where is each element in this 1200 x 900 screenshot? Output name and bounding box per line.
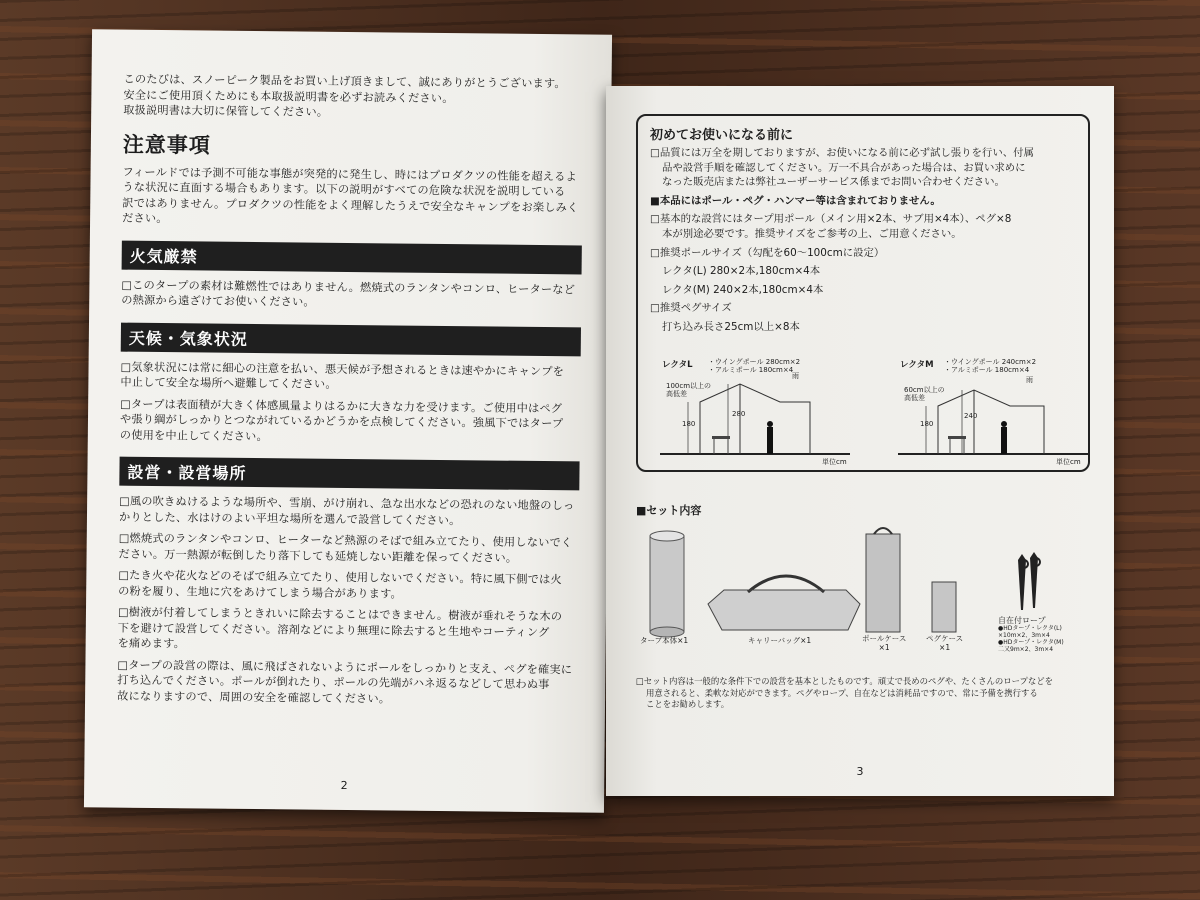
note-line: ことをお勧めします。 [646,699,730,709]
list-item-line: の使用を中止してください。 [119,428,268,443]
box-line: □基本的な設営にはタープ用ポール（メイン用×2本、サブ用×4本）、ペグ×8 [650,213,1012,226]
diagram-l-unit: 単位cm [822,458,847,466]
legend-line: ・ウイングポール 240cm×2 [944,358,1037,366]
caption-line: ×1 [878,643,890,652]
diagram-l-h1: 180 [682,420,696,428]
caution-line: 訳ではありません。プロダクツの性能をよく理解したうえで安全なキャンプをお楽しみく [122,196,579,214]
page-number: 2 [340,778,348,793]
diagram-l-name: レクタL [662,360,693,370]
diagram-l-legend [708,358,800,374]
list-item [120,396,580,447]
list-item [119,494,579,530]
list-item [118,605,578,656]
list-item-line: の熱源から遠ざけてお使いください。 [121,293,315,309]
set-contents-note [636,676,1090,711]
basic-setup-note [650,212,1076,241]
box-line: □品質には万全を期しておりますが、お使いになる前に必ず試し張りを行い、付属 [650,147,1034,159]
pole-size-m: レクタ(M) 240×2本,180cm×4本 [662,283,824,296]
height-note-line: 60cm以上の [904,386,945,394]
diagram-m-name: レクタM [900,360,934,370]
box-line: 品や設営手順を確認してください。万一不具合があった場合は、お買い求めに [662,161,1026,174]
list-item-line: □風の吹きぬけるような場所や、雪崩、がけ崩れ、急な出水などの恐れのない地盤のしっ [119,494,575,513]
list-item-line: □樹液が付着してしまうときれいに除去することはできません。樹液が垂れそうな木の [117,605,563,624]
caption-tarp: タープ本体×1 [640,636,689,645]
intro-paragraph [123,72,583,123]
section-bar-setup: 設営・設営場所 [119,457,579,491]
list-item-line: を痛めます。 [117,636,186,651]
diagram-l-rain: 雨 [792,372,799,380]
note-line: 用意されると、柔軟な対応ができます。ペグやロープ、自在などは消耗品ですので、常に予備を携行する [646,687,1038,698]
intro-line: 安全にご使用頂くためにも本取扱説明書を必ずお読みください。 [123,88,454,105]
list-item-line: や張り綱がしっかりとつながれているかどうかを点検してください。強風下ではタープ [119,412,564,431]
peg-size-title: □推奨ペグサイズ [650,302,732,315]
legend-line: ・アルミポール 180cm×4 [708,366,794,374]
diagram-m-legend [944,358,1036,374]
diagram-m-rain: 雨 [1026,376,1033,384]
intro-line: 取扱説明書は大切に保管してください。 [123,103,329,119]
caption-line: ●HDタープ・レクタ(M) [998,639,1064,646]
list-item-line: 中止して安全な場所へ避難してください。 [120,375,337,391]
page-number: 3 [856,765,864,778]
diagram-l-h2: 280 [732,410,746,418]
height-note-line: 高低差 [904,394,925,402]
pole-size-title: □推奨ポールサイズ（勾配を60～100cmに設定） [650,246,885,259]
caption-peg-case [926,634,963,652]
diagram-m-drawing [898,376,1098,458]
right-page [606,86,1114,796]
tarp-height-diagrams [652,358,1112,468]
caution-line: ださい。 [122,211,168,226]
box-line: なった販売店または弊社ユーザーサービス係までお問い合わせください。 [662,176,1005,189]
note-line: □セット内容は一般的な条件下での設営を基本としたものです。頑丈で長めのペグや、たくさんのロープなどを [636,676,1054,686]
box-line: 本が別途必要です。推奨サイズをご参考の上、ご用意ください。 [662,227,962,240]
caption-bag: キャリーバッグ×1 [748,636,812,645]
list-item-line: □タープは表面積が大きく体感風量よりはるかに大きな力を受けます。ご使用中はペグ [120,397,563,415]
list-item [118,568,578,604]
legend-line: ・ウイングポール 280cm×2 [708,358,801,366]
intro-line: このたびは、スノーピーク製品をお買い上げ頂きまして、誠にありがとうございます。 [123,72,566,91]
set-contents-title: ■セット内容 [636,504,702,517]
diagram-m-unit: 単位cm [1056,458,1081,466]
caption-pole-case [862,634,906,652]
caption-line: ポールケース [862,634,907,643]
list-item-line: □燃焼式のランタンやコンロ、ヒーターなど熱源のそばで組み立てたり、使用しないでく [118,531,573,550]
caption-rope [998,616,1064,653]
caption-line: ×10m×2、3m×4 [998,632,1050,639]
caption-line: 二又9m×2、3m×4 [998,646,1054,653]
list-item-line: □このタープの素材は難燃性ではありません。燃焼式のランタンやコンロ、ヒーターなど [121,278,576,296]
section-bar-weather: 天候・気象状況 [121,322,581,356]
diagram-m-h2: 240 [964,412,978,420]
list-item-line: 下を避けて設営してください。溶剤などにより無理に除去すると生地やコーティング [117,621,550,639]
box-title: 初めてお使いになる前に [650,128,794,143]
before-use-box [636,114,1090,472]
section-bar-fire: 火気厳禁 [122,240,582,274]
list-item [121,277,581,313]
caution-line: フィールドでは予測不可能な事態が突発的に発生し、時にはプロダクツの性能を超えるよ [122,165,578,183]
peg-size-text: 打ち込み長さ25cm以上×8本 [662,320,800,333]
legend-line: ・アルミポール 180cm×4 [944,366,1030,374]
left-page [84,29,612,812]
list-item-line: の粉を履り、生地に穴をあけてしまう場合があります。 [118,584,403,601]
diagram-m-h1: 180 [920,420,934,428]
pole-size-l: レクタ(L) 280×2本,180cm×4本 [662,265,821,278]
list-item [120,359,580,395]
diagram-l-drawing [660,376,860,458]
list-item-line: ださい。万一熱源が転倒したり落下しても延焼しない距離を保ってください。 [118,547,518,565]
caption-line: ペグケース [926,634,964,643]
caution-line: うな状況に直面する場合もあります。以下の説明がすべての危険な状況を説明している [122,180,566,199]
height-note-line: 高低差 [666,390,687,398]
list-item [119,531,579,567]
box-intro [650,146,1076,190]
list-item [117,657,577,708]
caution-heading: 注意事項 [122,132,212,158]
list-item-line: □たき火や花火などのそばで組み立てたり、使用しないでください。特に風下側では火 [118,568,562,587]
set-contents-illustration [636,524,1090,672]
not-included-note: ■本品にはポール・ペグ・ハンマー等は含まれておりません。 [650,194,941,207]
height-note-line: 100cm以上の [666,382,712,390]
caption-line: ●HDタープ・レクタ(L) [998,625,1062,632]
caption-line: 自在付ロープ [998,616,1046,625]
caption-line: ×1 [939,643,951,652]
list-item-line: 故になりますので、周囲の安全を確認してください。 [117,689,391,705]
list-item-line: 打ち込んでください。ポールが倒れたり、ポールの先端がハネ返るなどして思わぬ事 [117,673,550,692]
list-item-line: □気象状況には常に細心の注意を払い、悪天候が予想されるときは速やかにキャンプを [120,360,565,378]
caution-paragraph [122,164,583,231]
list-item-line: かりとした、水はけのよい平坦な場所を選んで設営してください。 [118,510,461,527]
list-item-line: □タープの設営の際は、風に飛ばされないようにポールをしっかりと支え、ペグを確実に [117,658,573,676]
